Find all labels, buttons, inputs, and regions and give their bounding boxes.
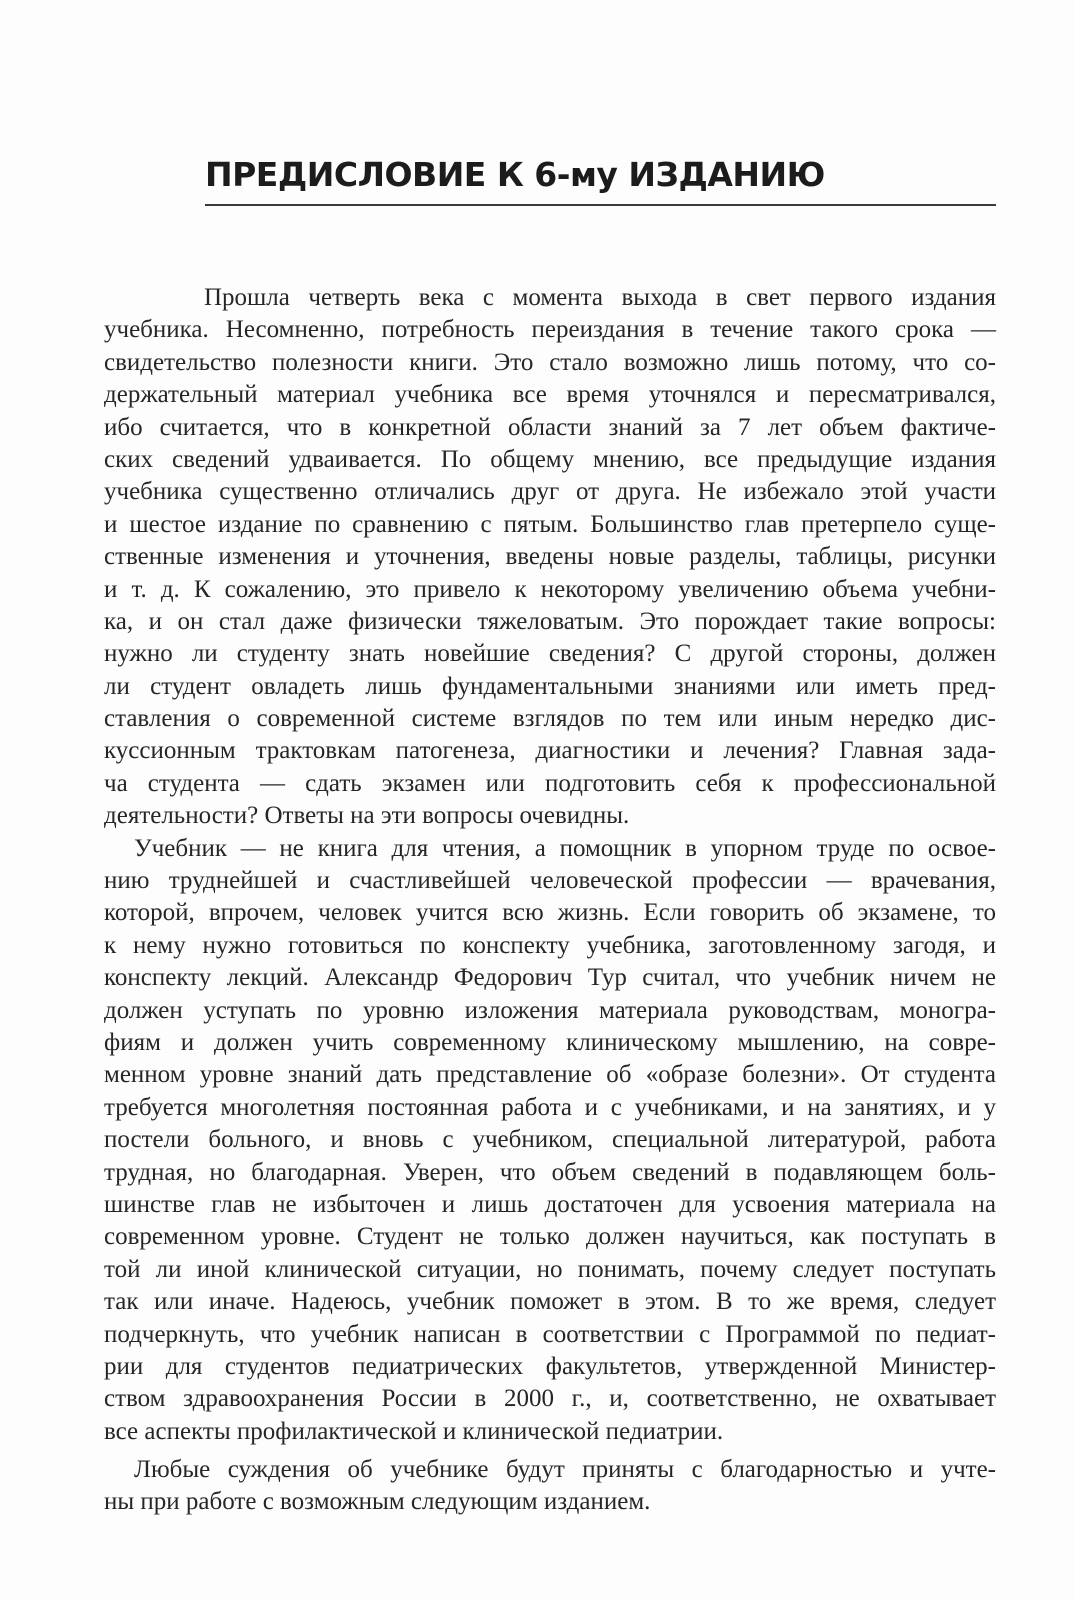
text-line: ка, и он стал даже физически тяжеловатым. Это порождает такие вопросы: — [104, 607, 996, 635]
text-line: учебника существенно отличались друг от друга. Не избежало этой участи — [104, 478, 996, 506]
text-line: постели больного, и вновь с учебником, специальной литературой, работа — [104, 1126, 996, 1154]
text-line: должен уступать по уровню изложения материала руководствам, моногра- — [104, 996, 996, 1024]
text-line: нию труднейшей и счастливейшей человеческой профессии — врачевания, — [104, 867, 996, 895]
text-line: рии для студентов педиатрических факультетов, утвержденной Министер- — [104, 1352, 996, 1380]
text-line: и т. д. К сожалению, это привело к некоторому увеличению объема учебни- — [104, 575, 996, 603]
page-title: ПРЕДИСЛОВИЕ К 6-му ИЗДАНИЮ — [205, 155, 825, 194]
text-line: держательный материал учебника все время уточнялся и пересматривался, — [104, 381, 996, 409]
text-line: все аспекты профилактической и клинической педиатрии. — [104, 1417, 724, 1445]
text-line: ны при работе с возможным следующим изданием. — [104, 1488, 651, 1516]
paragraph — [104, 833, 996, 1448]
text-line: менном уровне знаний дать представление об «образе болезни». От студента — [104, 1061, 996, 1089]
text-line: фиям и должен учить современному клиническому мышлению, на совре- — [104, 1028, 996, 1056]
text-line: ставления о современной системе взглядов по тем или иным нередко дис- — [104, 705, 996, 733]
text-line: которой, впрочем, человек учится всю жизнь. Если говорить об экзамене, то — [104, 899, 996, 927]
text-line: конспекту лекций. Александр Федорович Тур считал, что учебник ничем не — [104, 964, 996, 992]
text-line: куссионным трактовкам патогенеза, диагностики и лечения? Главная зада- — [104, 737, 996, 765]
text-line: Учебник — не книга для чтения, а помощник в упорном труде по освое- — [134, 834, 996, 862]
text-line: ских сведений удваивается. По общему мнению, все предыдущие издания — [104, 445, 996, 473]
text-line: ственные изменения и уточнения, введены новые разделы, таблицы, рисунки — [104, 543, 996, 571]
paragraph — [104, 1454, 996, 1519]
text-line: деятельности? Ответы на эти вопросы очевидны. — [104, 802, 630, 830]
text-line: ибо считается, что в конкретной области знаний за 7 лет объем фактиче- — [104, 413, 996, 441]
text-line: и шестое издание по сравнению с пятым. Большинство глав претерпело суще- — [104, 510, 996, 538]
text-line: ли студент овладеть лишь фундаментальными знаниями или иметь пред- — [104, 672, 996, 700]
text-line: Любые суждения об учебнике будут приняты с благодарностью и учте- — [134, 1456, 996, 1484]
text-line: ча студента — сдать экзамен или подготовить себя к профессиональной — [104, 769, 996, 797]
text-line: Прошла четверть века с момента выхода в свет первого издания — [204, 284, 996, 311]
text-line: современном уровне. Студент не только должен научиться, как поступать в — [104, 1223, 996, 1251]
text-line: нужно ли студенту знать новейшие сведения? С другой стороны, должен — [104, 640, 996, 668]
text-line: учебника. Несомненно, потребность переиздания в течение такого срока — — [104, 316, 996, 344]
text-line: ством здравоохранения России в 2000 г., и, соответственно, не охватывает — [104, 1385, 996, 1413]
text-line: к нему нужно готовиться по конспекту учебника, заготовленному загодя, и — [104, 931, 996, 959]
body-text — [104, 282, 996, 1519]
text-line: трудная, но благодарная. Уверен, что объем сведений в подавляющем боль- — [104, 1158, 996, 1186]
text-line: свидетельство полезности книги. Это стало возможно лишь потому, что со- — [104, 348, 996, 376]
title-underline — [205, 204, 996, 206]
text-line: подчеркнуть, что учебник написан в соответствии с Программой по педиат- — [104, 1320, 996, 1348]
text-line: той ли иной клинической ситуации, но понимать, почему следует поступать — [104, 1255, 996, 1283]
paragraph — [104, 282, 996, 833]
text-line: требуется многолетняя постоянная работа и с учебниками, и на занятиях, и у — [104, 1093, 996, 1121]
text-line: так или иначе. Надеюсь, учебник поможет в этом. В то же время, следует — [104, 1288, 996, 1316]
text-line: шинстве глав не избыточен и лишь достаточен для усвоения материала на — [104, 1190, 996, 1218]
